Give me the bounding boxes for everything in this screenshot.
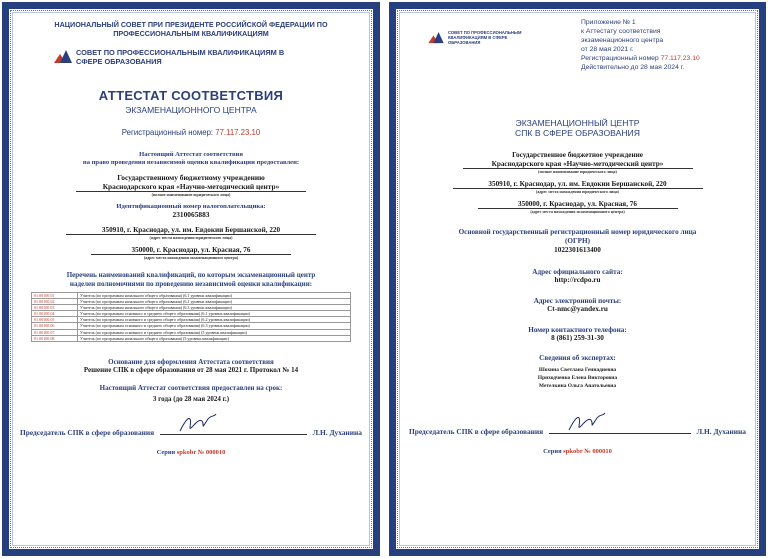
organization-line-1: Государственное бюджетное учреждение	[512, 151, 643, 159]
list-item: Метелкина Ольга Анатольевна	[538, 383, 617, 390]
issued-statement	[16, 151, 366, 167]
organization-name	[16, 173, 366, 197]
qualification-code: 01.00100.07	[32, 329, 78, 335]
table-row	[32, 335, 351, 341]
series-code: spkobr	[176, 448, 197, 456]
basis-title: Основание для оформления Аттестата соответствия	[108, 357, 274, 366]
center-address	[403, 200, 752, 214]
series-code: spkobr	[563, 448, 583, 456]
chair-name: Л.Н. Духанина	[312, 427, 362, 437]
series-line	[403, 448, 752, 455]
experts-list	[403, 366, 752, 390]
qualifications-table	[31, 292, 351, 342]
center-address-value: 350000, г. Краснодар, ул. Красная, 76	[91, 246, 291, 255]
council-logo-row	[427, 30, 528, 45]
list-item: Шохина Светлана Геннадиевна	[538, 367, 617, 374]
appendix-header	[581, 18, 751, 72]
chair-signature-row	[16, 425, 366, 437]
ogrn-abbreviation: (ОГРН)	[565, 237, 590, 246]
phone-label: Номер контактного телефона:	[528, 326, 627, 335]
ogrn-value: 1022301613400	[554, 246, 601, 255]
certificate-title: АТТЕСТАТ СООТВЕТСТВИЯ	[98, 88, 284, 103]
qualifications-title	[16, 271, 366, 288]
qualification-code: 01.00100.08	[32, 335, 78, 341]
inn-label: Идентификационный номер налогоплательщика:	[116, 203, 266, 210]
appendix-line-1: Приложение № 1	[581, 19, 636, 26]
organization-line-1: Государственному бюджетному учреждению	[117, 173, 265, 182]
appendix-line-4: от 28 мая 2021 г.	[581, 46, 634, 53]
registration-number: 77.117.23.10	[215, 128, 261, 137]
signature-line	[160, 425, 306, 435]
appendix-line-2: к Аттестату соответствия	[581, 28, 661, 35]
qualification-name: Учитель (по программам основного и среднего общего образования) (5 уровень квалификации)	[78, 329, 351, 335]
qualification-name: Учитель (по программам основного и среднего общего образования) (6.2 уровень квалификации)	[78, 317, 351, 323]
appendix-valid-until: Действительно до 28 мая 2024 г.	[581, 64, 685, 71]
center-address-caption: (адрес места нахождения экзаменационного центра)	[530, 209, 625, 215]
qualification-name: Учитель (по программам основного и среднего общего образования) (6.1 уровень квалификации)	[78, 311, 351, 317]
qualification-name: Учитель (по программам начального общего образования) (5 уровень квалификации)	[78, 335, 351, 341]
list-item: Приходченко Елена Викторовна	[537, 375, 618, 382]
inn-value: 2310065883	[172, 210, 210, 219]
issued-line-1: Настоящий Аттестат соответствия	[139, 151, 243, 158]
center-address-caption: (адрес места нахождения экзаменационного центра)	[143, 255, 239, 260]
appendix-registration-number: 77.117.23.10	[660, 55, 700, 62]
series-label: Серия	[156, 448, 176, 456]
signature-line	[549, 424, 690, 434]
council-logo-icon	[54, 50, 72, 64]
qualifications-title-line-1: Перечень наименований квалификаций, по которым экзаменационный центр	[66, 271, 316, 279]
center-title: ЭКЗАМЕНАЦИОННЫЙ ЦЕНТР	[515, 118, 640, 128]
phone-value: 8 (861) 259-31-30	[551, 334, 604, 343]
chair-label: Председатель СПК в сфере образования	[20, 427, 155, 437]
appendix-registration-label: Регистрационный номер	[581, 55, 659, 62]
legal-address	[16, 226, 366, 240]
site-value: http://rcdpo.ru	[554, 276, 601, 285]
email-label: Адрес электронной почты:	[533, 297, 622, 306]
signature-icon	[567, 410, 607, 436]
issued-line-2: на право проведения независимой оценки квалификации предоставлен:	[82, 159, 300, 166]
organization-line-2: Краснодарского края «Научно-методический центр»	[76, 182, 306, 192]
chair-label: Председатель СПК в сфере образования	[409, 427, 544, 437]
ogrn-label-text: Основной государственный регистрационный номер юридического лица	[458, 228, 697, 237]
council-logo-row	[54, 48, 366, 66]
series-number: № 000010	[584, 448, 612, 456]
chair-signature-row	[403, 424, 752, 436]
legal-address-value: 350910, г. Краснодар, ул. им. Евдокии Бершанской, 220	[66, 226, 316, 235]
appendix-content	[403, 118, 752, 546]
registration-number-line	[16, 128, 366, 137]
qualification-name: Учитель (по программам начального общего образования) (6.3 уровень квалификации)	[78, 305, 351, 311]
appendix-page	[387, 0, 768, 558]
experts-label: Сведения об экспертах:	[539, 354, 616, 363]
qualification-name: Учитель (по программам основного и среднего общего образования) (6.3 уровень квалификации)	[78, 323, 351, 329]
qualification-code: 01.00100.06	[32, 323, 78, 329]
site-label: Адрес официального сайта:	[532, 268, 623, 277]
term-value: 3 года (до 28 мая 2024 г.)	[152, 394, 230, 403]
council-logo-text: СОВЕТ ПО ПРОФЕССИОНАЛЬНЫМ КВАЛИФИКАЦИЯМ В СФЕРЕ ОБРАЗОВАНИЯ	[448, 30, 522, 45]
signature-icon	[178, 411, 218, 437]
qualification-code: 01.00100.02	[32, 299, 78, 305]
center-address	[16, 246, 366, 260]
series-line	[16, 449, 366, 456]
legal-address-caption: (адрес места нахождения юридического лица)	[149, 235, 233, 240]
registration-label: Регистрационный номер:	[121, 128, 214, 137]
legal-address-value: 350910, г. Краснодар, ул. им. Евдокии Бершанской, 220	[453, 180, 703, 189]
series-label: Серия	[543, 448, 562, 456]
qualifications-title-line-2: наделен полномочиями по проведению независимой оценки квалификации:	[69, 279, 313, 288]
center-subtitle: СПК В СФЕРЕ ОБРАЗОВАНИЯ	[515, 128, 640, 138]
qualification-name: Учитель (по программам начального общего образования) (6.1 уровень квалификации)	[78, 293, 351, 299]
center-address-value: 350000, г. Краснодар, ул. Красная, 76	[478, 200, 678, 209]
council-name: СОВЕТ ПО ПРОФЕССИОНАЛЬНЫМ КВАЛИФИКАЦИЯМ В СФЕРЕ ОБРАЗОВАНИЯ	[76, 48, 285, 66]
council-title: НАЦИОНАЛЬНЫЙ СОВЕТ ПРИ ПРЕЗИДЕНТЕ РОССИЙСКОЙ ФЕДЕРАЦИИ ПО ПРОФЕССИОНАЛЬНЫМ КВАЛИФИКАЦИЯМ	[54, 20, 328, 38]
qualification-code: 01.00100.05	[32, 317, 78, 323]
organization-caption: (полное наименование юридического лица)	[151, 192, 231, 197]
certificate-content	[16, 14, 366, 546]
council-logo-icon	[428, 32, 443, 44]
organization-line-2: Краснодарского края «Научно-методический центр»	[463, 160, 693, 170]
basis-text: Решение СПК в сфере образования от 28 мая 2021 г. Протокол № 14	[83, 365, 299, 374]
certificate-subtitle: ЭКЗАМЕНАЦИОННОГО ЦЕНТРА	[125, 105, 257, 115]
organization-name	[403, 151, 752, 174]
series-number: № 000010	[197, 448, 226, 456]
legal-address-caption: (адрес места нахождения юридического лица)	[536, 189, 619, 195]
chair-name: Л.Н. Духанина	[696, 427, 746, 437]
email-value: Ct-nmc@yandex.ru	[547, 305, 608, 314]
certificate-page	[0, 0, 382, 558]
organization-caption: (полное наименование юридического лица)	[538, 169, 617, 175]
qualification-code: 01.00100.03	[32, 305, 78, 311]
qualification-code: 01.00100.04	[32, 311, 78, 317]
qualification-name: Учитель (по программам начального общего образования) (6.2 уровень квалификации)	[78, 299, 351, 305]
term-title: Настоящий Аттестат соответствия предоставлен на срок:	[99, 383, 283, 392]
qualification-code: 01.00100.01	[32, 293, 78, 299]
appendix-registration	[581, 54, 751, 63]
ogrn-label	[403, 228, 752, 246]
legal-address	[403, 180, 752, 194]
appendix-line-3: экзаменационного центра	[581, 37, 664, 44]
